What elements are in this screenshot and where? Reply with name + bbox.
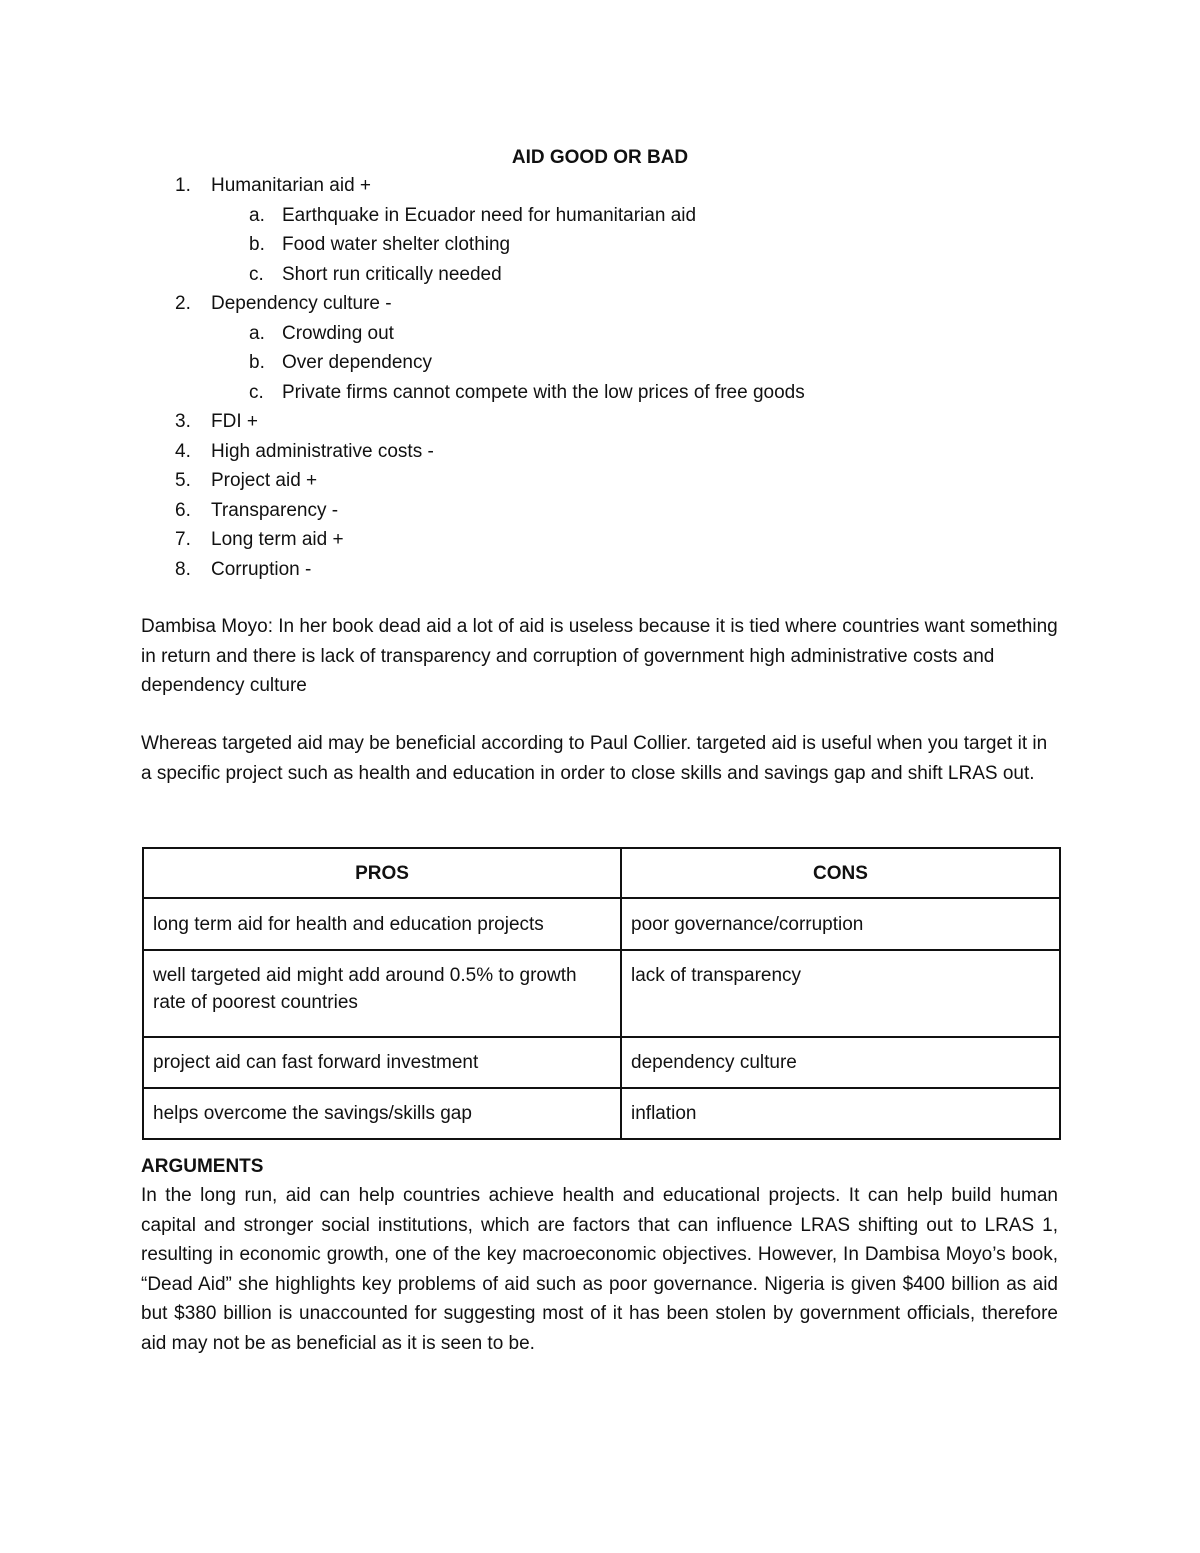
sub-list-marker: b. <box>249 234 265 255</box>
list-item <box>0 289 1200 319</box>
collier-paragraph: Whereas targeted aid may be beneficial according to Paul Collier. targeted aid is useful when you target it in a specific project such as health and education in order to close skills and savings gap and shift LRAS out. <box>141 733 1048 784</box>
table-header-row <box>143 848 1060 898</box>
list-marker: 5. <box>175 470 191 491</box>
pros-cons-table <box>142 847 1061 1140</box>
list-item <box>0 555 1200 585</box>
sub-list-marker: a. <box>249 204 265 226</box>
sub-list-item <box>0 201 1200 231</box>
cons-cell: lack of transparency <box>621 950 1060 1037</box>
document-title: AID GOOD OR BAD <box>511 147 689 168</box>
sub-list-item <box>0 260 1200 290</box>
sub-list-marker: c. <box>249 381 264 403</box>
sub-list-marker: a. <box>249 322 265 344</box>
pros-cell: project aid can fast forward investment <box>143 1037 621 1088</box>
list-item-text: High administrative costs - <box>211 440 434 462</box>
sub-list-item-text: Earthquake in Ecuador need for humanitarian aid <box>282 204 697 226</box>
sub-list-item <box>0 230 1200 260</box>
sub-list-item <box>0 348 1200 378</box>
list-item <box>0 407 1200 437</box>
table-row <box>143 1037 1060 1088</box>
list-marker: 8. <box>175 558 191 580</box>
sub-list-item-text: Over dependency <box>282 352 432 373</box>
list-item-text: Long term aid + <box>211 529 344 550</box>
table-row <box>143 898 1060 950</box>
arguments-paragraph: In the long run, aid can help countries achieve health and educational projects. It can help build human capital and stronger social institutions, which are factors that can influence LRAS shifting out to LRAS 1, resulting in economic growth, one of the key macroeconomic objectives. However, In Dambisa Moyo’s book, “Dead Aid” she highlights key problems of aid such as poor governance. Nigeria is given $400 billion as aid but $380 billion is unaccounted for suggesting most of it has been stolen by government officials, therefore aid may not be as beneficial as it is seen to be. <box>141 1185 1058 1354</box>
outline-list <box>0 171 1200 584</box>
list-item-text: FDI + <box>211 411 258 432</box>
sub-list-item-text: Food water shelter clothing <box>282 234 511 255</box>
table-row <box>143 950 1060 1037</box>
sub-list-item-text: Private firms cannot compete with the low prices of free goods <box>282 381 805 403</box>
list-item <box>0 525 1200 555</box>
pros-cell: long term aid for health and education projects <box>143 898 621 950</box>
list-item-text: Dependency culture - <box>211 293 392 314</box>
list-item-text: Transparency - <box>211 499 339 521</box>
list-item <box>0 437 1200 467</box>
pros-header: PROS <box>143 848 621 898</box>
sub-list-item <box>0 319 1200 349</box>
cons-cell: inflation <box>621 1088 1060 1139</box>
sub-list-item-text: Short run critically needed <box>282 263 502 285</box>
moyo-paragraph: Dambisa Moyo: In her book dead aid a lot of aid is useless because it is tied where countries want something in return and there is lack of transparency and corruption of government high administrative costs and dependency culture <box>141 616 1058 696</box>
list-item-text: Corruption - <box>211 558 312 580</box>
list-marker: 1. <box>175 175 191 196</box>
table-row <box>143 1088 1060 1139</box>
pros-cell: well targeted aid might add around 0.5% to growth rate of poorest countries <box>143 950 621 1037</box>
sub-list-marker: b. <box>249 352 265 373</box>
list-item <box>0 171 1200 201</box>
sub-list-item-text: Crowding out <box>282 322 394 344</box>
list-marker: 7. <box>175 529 191 550</box>
list-item-text: Humanitarian aid + <box>211 175 372 196</box>
list-marker: 2. <box>175 293 191 314</box>
list-item <box>0 496 1200 526</box>
cons-cell: dependency culture <box>621 1037 1060 1088</box>
list-marker: 6. <box>175 499 191 521</box>
list-item <box>0 466 1200 496</box>
list-marker: 4. <box>175 440 191 462</box>
cons-header: CONS <box>621 848 1060 898</box>
sub-list-item <box>0 378 1200 408</box>
pros-cell: helps overcome the savings/skills gap <box>143 1088 621 1139</box>
cons-cell: poor governance/corruption <box>621 898 1060 950</box>
sub-list-marker: c. <box>249 263 264 285</box>
list-marker: 3. <box>175 411 191 432</box>
list-item-text: Project aid + <box>211 470 318 491</box>
arguments-heading: ARGUMENTS <box>141 1156 264 1177</box>
